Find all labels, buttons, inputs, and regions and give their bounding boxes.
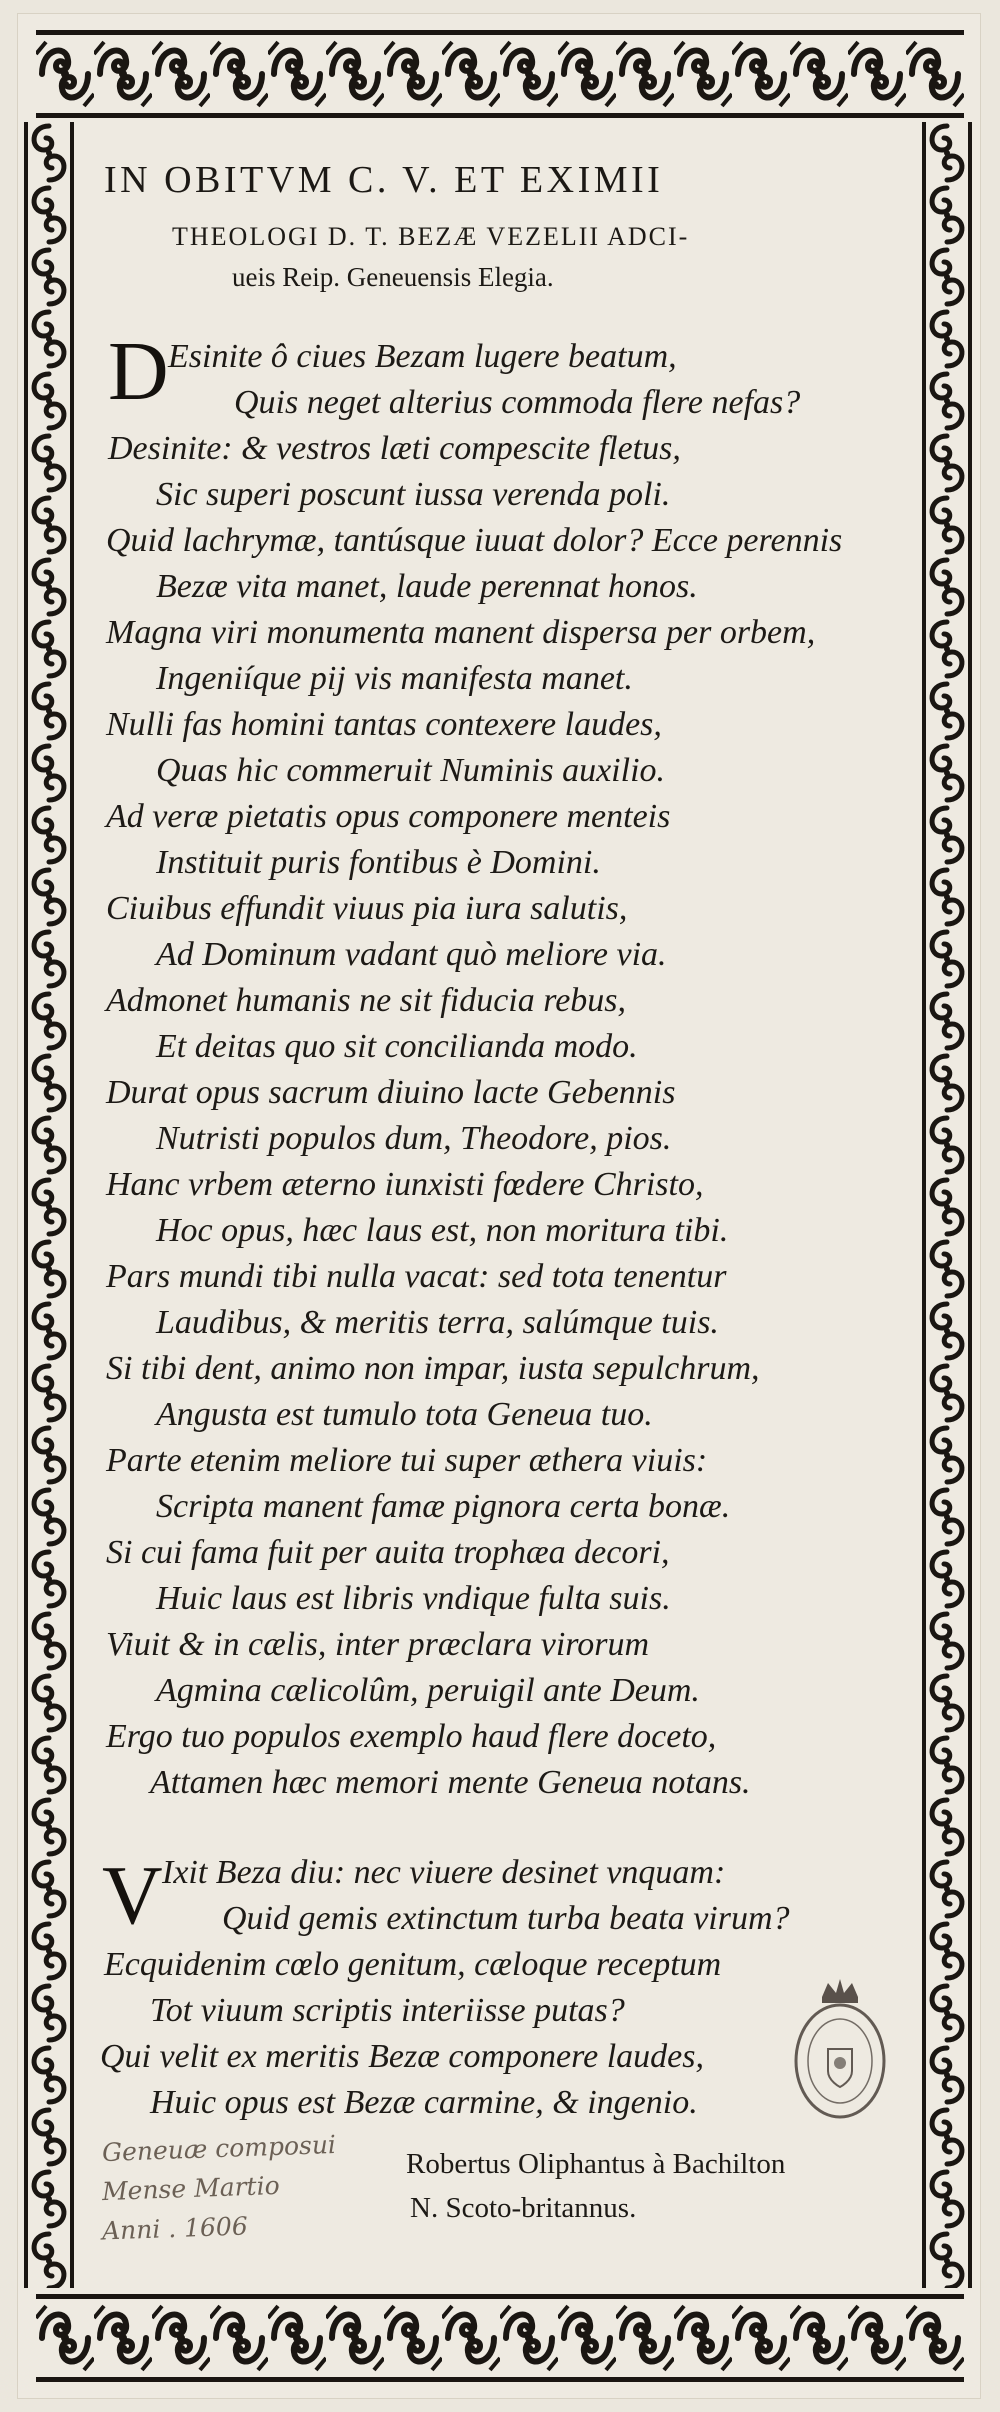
verse-line: Ciuibus effundit viuus pia iura salutis, (106, 890, 628, 927)
verse-line: Nutristi populos dum, Theodore, pios. (156, 1120, 672, 1157)
title-line-2: THEOLOGI D. T. BEZÆ VEZELII ADCI- (172, 222, 690, 251)
title-line-1: IN OBITVM C. V. ET EXIMII (104, 159, 664, 201)
verse-line: Magna viri monumenta manent dispersa per orbem, (106, 614, 816, 651)
ornamental-border-left (20, 122, 78, 2288)
handwritten-note-line-1: Geneuæ composui (101, 2129, 337, 2168)
verse-line: Huic opus est Bezæ carmine, & ingenio. (150, 2084, 698, 2121)
verse-line: Tot viuum scriptis interiisse putas? (150, 1992, 625, 2029)
verse-line: Scripta manent famæ pignora certa bonæ. (156, 1488, 731, 1525)
verse-line: Esinite ô ciues Bezam lugere beatum, (168, 338, 677, 375)
ornamental-border-top (36, 24, 964, 124)
verse-line: Hoc opus, hæc laus est, non moritura tibi. (156, 1212, 729, 1249)
title-line-3: ueis Reip. Geneuensis Elegia. (232, 262, 554, 292)
verse-line: Quis neget alterius commoda flere nefas? (234, 384, 801, 421)
verse-line: Ad veræ pietatis opus componere menteis (106, 798, 671, 835)
poem-drop-initial: D (108, 325, 169, 418)
verse-line: Pars mundi tibi nulla vacat: sed tota tenentur (106, 1258, 727, 1295)
ornamental-border-right (918, 122, 976, 2288)
library-stamp-icon (792, 1975, 888, 2125)
author-signature-line-1: Robertus Oliphantus à Bachilton (406, 2148, 786, 2180)
verse-line: Quas hic commeruit Numinis auxilio. (156, 752, 666, 789)
handwritten-note-line-2: Mense Martio (101, 2170, 281, 2207)
verse-line: Ad Dominum vadant quò meliore via. (156, 936, 667, 973)
verse-line: Bezæ vita manet, laude perennat honos. (156, 568, 698, 605)
verse-line: Ecquidenim cœlo genitum, cæloque receptum (104, 1946, 722, 1983)
verse-line: Si tibi dent, animo non impar, iusta sepulchrum, (106, 1350, 760, 1387)
verse-line: Quid lachrymæ, tantúsque iuuat dolor? Ecce perennis (106, 522, 843, 559)
verse-line: Parte etenim meliore tui super æthera viuis: (106, 1442, 708, 1479)
ornamental-border-bottom (36, 2288, 964, 2388)
author-signature-line-2: N. Scoto-britannus. (410, 2192, 637, 2224)
verse-line: Laudibus, & meritis terra, salúmque tuis. (156, 1304, 719, 1341)
verse-line: Nulli fas homini tantas contexere laudes, (106, 706, 662, 743)
verse-line: Ergo tuo populos exemplo haud flere doceto, (106, 1718, 717, 1755)
handwritten-note-line-3: Anni . 1606 (101, 2211, 249, 2246)
verse-line: Qui velit ex meritis Bezæ componere laudes, (100, 2038, 704, 2075)
verse-line: Si cui fama fuit per auita trophæa decori, (106, 1534, 670, 1571)
verse-line: Admonet humanis ne sit fiducia rebus, (106, 982, 627, 1019)
verse-line: Desinite: & vestros læti compescite fletus, (108, 430, 681, 467)
verse-line: Ingeniíque pij vis manifesta manet. (156, 660, 633, 697)
verse-line: Instituit puris fontibus è Domini. (156, 844, 601, 881)
verse-line: Hanc vrbem æterno iunxisti fœdere Christo, (106, 1166, 704, 1203)
verse-line: Huic laus est libris vndique fulta suis. (156, 1580, 671, 1617)
verse-line: Durat opus sacrum diuino lacte Gebennis (106, 1074, 676, 1111)
verse-line: Quid gemis extinctum turba beata virum? (222, 1900, 790, 1937)
verse-line: Viuit & in cælis, inter præclara virorum (106, 1626, 650, 1663)
verse-line: Et deitas quo sit conciliandа modo. (156, 1028, 638, 1065)
verse-line: Angusta est tumulo tota Geneua tuo. (156, 1396, 653, 1433)
verse-line: Agmina cælicolûm, peruigil ante Deum. (156, 1672, 700, 1709)
epitaph-drop-initial: V (102, 1849, 163, 1942)
verse-line: Ixit Beza diu: nec viuere desinet vnquam: (162, 1854, 726, 1891)
library-stamp (792, 1975, 888, 2125)
verse-line: Sic superi poscunt iussa verenda poli. (156, 476, 671, 513)
verse-line: Attamen hæc memori mente Geneua notans. (150, 1764, 751, 1801)
